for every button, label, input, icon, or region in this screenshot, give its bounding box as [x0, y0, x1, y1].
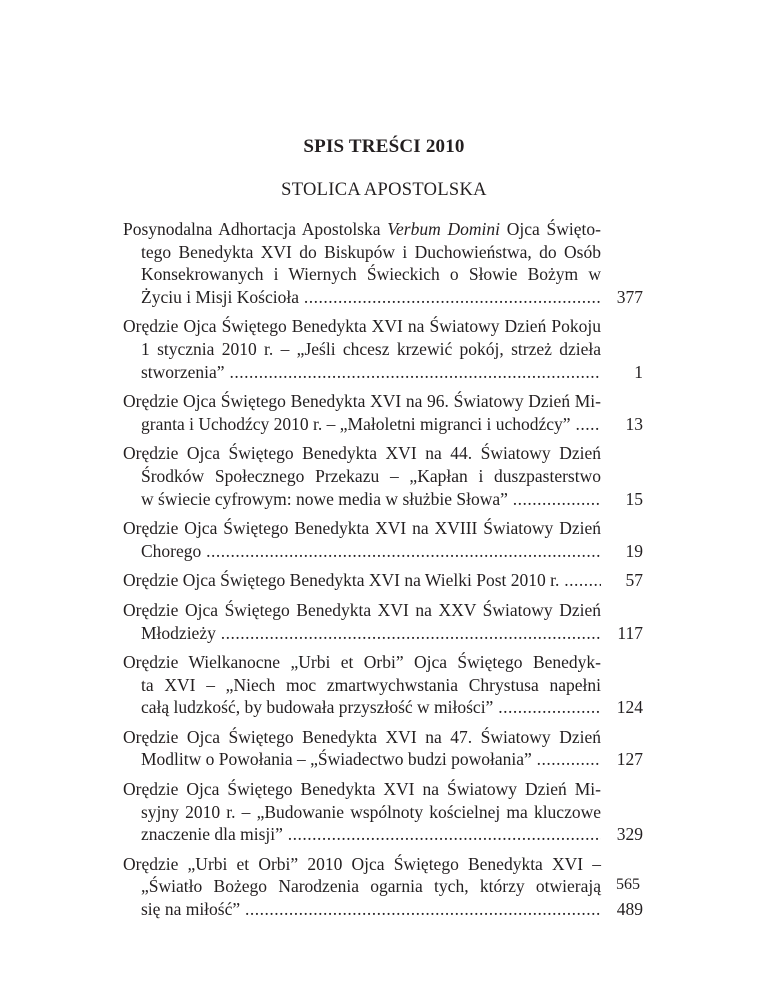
- toc-text-segment: „Światło Bożego Narodzenia ogarnia tych, którzy otwierają: [141, 876, 601, 897]
- dot-leader: [240, 899, 601, 919]
- toc-entry-line: [123, 726, 601, 749]
- toc-entry-line: [123, 517, 601, 540]
- toc-entry-line: [123, 413, 601, 436]
- toc-entry: [123, 853, 643, 921]
- toc-entry-title: [123, 726, 601, 771]
- toc-entry: [123, 442, 643, 510]
- dot-leader: [299, 287, 601, 307]
- toc-entry-line: [123, 540, 601, 563]
- toc-page-number: 13: [625, 413, 643, 434]
- toc-text-segment: Orędzie „Urbi et Orbi” 2010 Ojca Świętego Benedykta XVI –: [123, 853, 601, 874]
- toc-text-segment: w świecie cyfrowym: nowe media w służbie Słowa”: [141, 488, 508, 509]
- toc-entry-line: [123, 390, 601, 413]
- toc-text-segment: Modlitw o Powołania – „Świadectwo budzi powołania”: [141, 749, 532, 770]
- toc-entry-line: [123, 853, 601, 876]
- toc-entry-line: [123, 875, 601, 898]
- document-title-italic: Verbum Domini: [387, 219, 501, 239]
- toc-entry-title: [123, 778, 601, 846]
- toc-entry-line: [123, 674, 601, 697]
- toc-entry: [123, 651, 643, 719]
- toc-page-number: 489: [616, 899, 643, 920]
- toc-page-number: 19: [625, 540, 643, 561]
- toc-entry-title: [123, 651, 601, 719]
- toc-entry: [123, 218, 643, 308]
- toc-text-segment: Orędzie Ojca Świętego Benedykta XVI na Wielki Post 2010 r.: [123, 570, 560, 591]
- toc-text-segment: się na miłość”: [141, 899, 241, 920]
- toc-page-number: 329: [616, 824, 643, 845]
- toc-entry-line: [123, 218, 601, 241]
- toc-entry-line: [123, 569, 601, 592]
- toc-text-segment: Ojca Święto-: [500, 219, 602, 239]
- toc-entry-line: [123, 338, 601, 361]
- toc-page-number: 117: [617, 622, 643, 643]
- toc-text-segment: Orędzie Ojca Świętego Benedykta XVI na Światowy Dzień Mi-: [123, 779, 601, 800]
- toc-page-number: 127: [616, 749, 643, 770]
- toc-entry-line: [123, 696, 601, 719]
- toc-page-number: 57: [625, 570, 643, 591]
- dot-leader: [508, 489, 601, 509]
- toc-text-segment: Orędzie Ojca Świętego Benedykta XVI na XXV Światowy Dzień: [123, 599, 601, 620]
- toc-entry-title: [123, 315, 601, 383]
- toc-text-segment: granta i Uchodźcy 2010 r. – „Małoletni migranci i uchodźcy”: [141, 413, 571, 434]
- toc-entry-line: [123, 748, 601, 771]
- toc-text-segment: znaczenie dla misji”: [141, 824, 283, 845]
- section-heading: STOLICA APOSTOLSKA: [281, 180, 487, 200]
- toc-text-segment: Orędzie Ojca Świętego Benedykta XVI na XVIII Światowy Dzień: [123, 518, 601, 539]
- toc-entry-title: [123, 442, 601, 510]
- dot-leader: [532, 749, 601, 769]
- toc-entry-line: [123, 286, 601, 309]
- toc-entry-line: [123, 801, 601, 824]
- toc-page-number: 377: [616, 286, 643, 307]
- toc-text-segment: Orędzie Wielkanocne „Urbi et Orbi” Ojca Świętego Benedyk-: [123, 652, 601, 673]
- toc-entry-line: [123, 442, 601, 465]
- toc-text-segment: całą ludzkość, by budowała przyszłość w miłości”: [141, 697, 494, 718]
- toc-entry: [123, 569, 643, 592]
- page-number: 565: [616, 876, 640, 893]
- dot-leader: [493, 697, 601, 717]
- toc-entry-title: [123, 218, 601, 308]
- toc-text-segment: Orędzie Ojca Świętego Benedykta XVI na 47. Światowy Dzień: [123, 726, 601, 747]
- toc-entry-title: [123, 390, 601, 435]
- toc-text-segment: Środków Społecznego Przekazu – „Kapłan i duszpasterstwo: [141, 465, 601, 486]
- toc-text-segment: ta XVI – „Niech moc zmartwychwstania Chrystusa napełni: [141, 674, 601, 695]
- toc-entry-line: [123, 898, 601, 921]
- dot-leader: [571, 414, 601, 434]
- table-of-contents: [123, 218, 643, 928]
- toc-entry-title: [123, 517, 601, 562]
- toc-page-number: 15: [625, 488, 643, 509]
- toc-text-segment: Posynodalna Adhortacja Apostolska: [123, 219, 388, 239]
- page-title: SPIS TREŚCI 2010: [303, 136, 465, 157]
- toc-entry-line: [123, 241, 601, 264]
- toc-text-segment: 1 stycznia 2010 r. – „Jeśli chcesz krzewić pokój, strzeż dzieła: [141, 338, 601, 359]
- toc-text-segment: stworzenia”: [141, 361, 225, 382]
- toc-entry-title: [123, 569, 601, 592]
- toc-entry-line: [123, 823, 601, 846]
- dot-leader: [225, 362, 601, 382]
- toc-text-segment: Młodzieży: [141, 622, 216, 643]
- toc-entry-line: [123, 465, 601, 488]
- toc-entry: [123, 315, 643, 383]
- dot-leader: [216, 623, 601, 643]
- toc-entry: [123, 778, 643, 846]
- toc-text-segment: Konsekrowanych i Wiernych Świeckich o Słowie Bożym w: [141, 264, 601, 285]
- toc-text-segment: Chorego: [141, 540, 202, 561]
- toc-entry-title: [123, 853, 601, 921]
- toc-entry: [123, 599, 643, 644]
- toc-entry-line: [123, 315, 601, 338]
- toc-entry-line: [123, 488, 601, 511]
- dot-leader: [201, 541, 601, 561]
- toc-entry: [123, 726, 643, 771]
- toc-text-segment: Orędzie Ojca Świętego Benedykta XVI na Światowy Dzień Pokoju: [123, 316, 601, 337]
- toc-entry: [123, 390, 643, 435]
- toc-entry-line: [123, 622, 601, 645]
- toc-entry-line: [123, 651, 601, 674]
- toc-page-number: 124: [616, 697, 643, 718]
- dot-leader: [283, 824, 601, 844]
- toc-text-segment: Życiu i Misji Kościoła: [141, 286, 299, 307]
- toc-text-segment: Orędzie Ojca Świętego Benedykta XVI na 44. Światowy Dzień: [123, 443, 601, 464]
- toc-entry-line: [123, 778, 601, 801]
- toc-entry-line: [123, 361, 601, 384]
- toc-text-segment: Orędzie Ojca Świętego Benedykta XVI na 96. Światowy Dzień Mi-: [123, 391, 601, 412]
- toc-entry-title: [123, 599, 601, 644]
- toc-page-number: 1: [634, 361, 643, 382]
- dot-leader: [559, 570, 601, 590]
- toc-entry-line: [123, 599, 601, 622]
- toc-entry-line: [123, 263, 601, 286]
- toc-entry: [123, 517, 643, 562]
- toc-text-segment: tego Benedykta XVI do Biskupów i Duchowieństwa, do Osób: [141, 241, 601, 262]
- toc-text-segment: syjny 2010 r. – „Budowanie wspólnoty kościelnej ma kluczowe: [141, 801, 601, 822]
